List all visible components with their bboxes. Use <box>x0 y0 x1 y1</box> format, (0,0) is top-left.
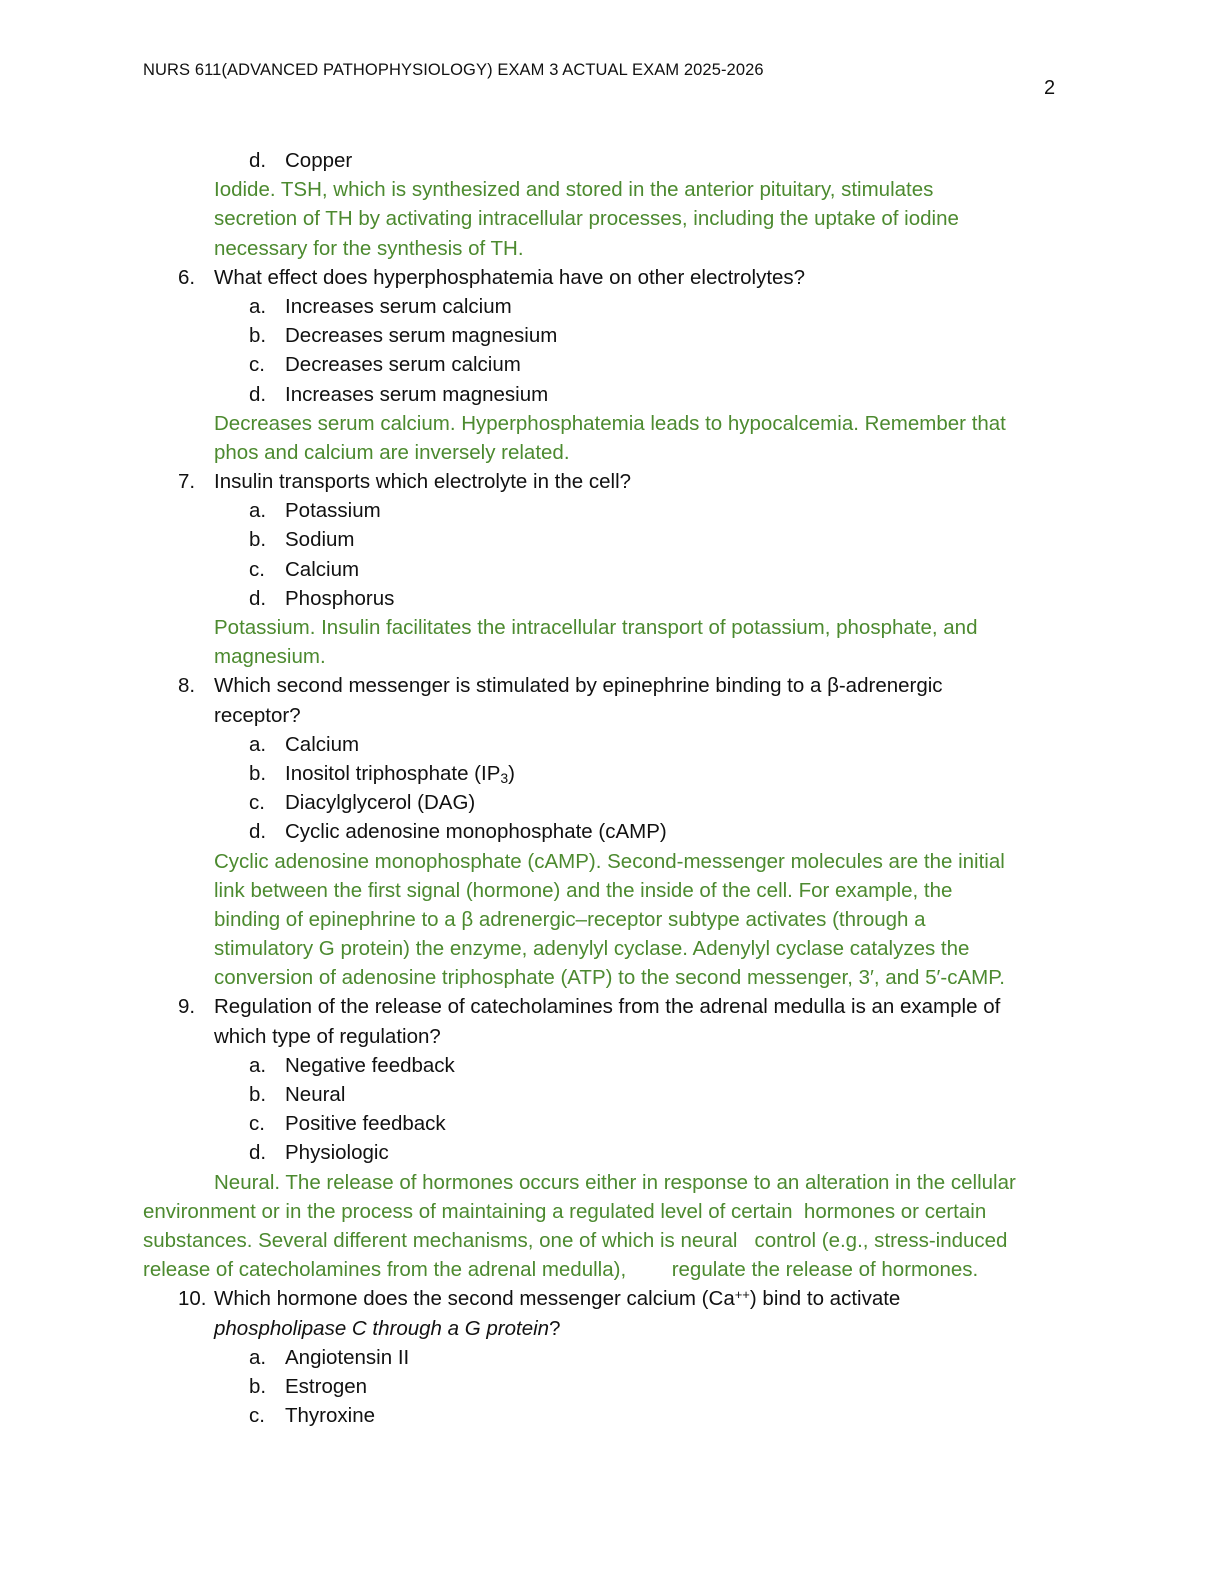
option-letter: a. <box>249 294 267 318</box>
answer-explanation: release of catecholamines from the adrenal medulla), regulate the release of hormones. <box>143 1258 979 1282</box>
question-text: receptor? <box>214 703 301 727</box>
option-letter: b. <box>249 1083 267 1106</box>
option-text: Calcium <box>285 732 360 756</box>
option-letter: b. <box>249 1374 267 1398</box>
option-letter: d. <box>249 586 267 610</box>
option-text: Positive feedback <box>285 1112 446 1136</box>
question-10 <box>0 1284 1224 1313</box>
question-number: 10. <box>178 1287 207 1311</box>
document-body <box>0 146 1224 1430</box>
option-letter: d. <box>249 149 267 172</box>
answer-explanation: Cyclic adenosine monophosphate (cAMP). Second-messenger molecules are the initial <box>214 849 1005 873</box>
option-text: Angiotensin II <box>285 1345 410 1369</box>
answer-explanation: stimulatory G protein) the enzyme, adenylyl cyclase. Adenylyl cyclase catalyzes the <box>214 937 970 961</box>
question-text-part: Which hormone does the second messenger calcium (Ca <box>214 1287 735 1311</box>
answer-explanation: Potassium. Insulin facilitates the intracellular transport of potassium, phosphate, and <box>214 616 978 639</box>
option-text: Diacylglycerol (DAG) <box>285 791 476 815</box>
option-letter: a. <box>249 732 267 756</box>
question-text: which type of regulation? <box>214 1024 441 1048</box>
option-text: Increases serum calcium <box>285 294 512 318</box>
option-text: Estrogen <box>285 1374 368 1398</box>
option-text: Cyclic adenosine monophosphate (cAMP) <box>285 820 667 844</box>
option-letter: b. <box>249 761 267 785</box>
question-8 <box>0 671 1224 700</box>
option-letter: d. <box>249 382 267 406</box>
question-number: 9. <box>178 995 196 1019</box>
option-text: Inositol triphosphate (IP <box>285 761 501 785</box>
option-letter: a. <box>249 1345 267 1369</box>
option-text-with-subscript <box>285 759 515 790</box>
question-text: What effect does hyperphosphatemia have on other electrolytes? <box>214 265 806 289</box>
question-text: Regulation of the release of catecholamines from the adrenal medulla is an example of <box>214 995 1001 1019</box>
answer-explanation: phos and calcium are inversely related. <box>214 440 570 464</box>
option-text: Neural <box>285 1083 346 1106</box>
option-text: Sodium <box>285 528 355 552</box>
answer-explanation: Iodide. TSH, which is synthesized and stored in the anterior pituitary, stimulates <box>214 178 934 202</box>
question-number: 6. <box>178 265 196 289</box>
question-number: 7. <box>178 470 196 494</box>
page-number: 2 <box>1044 77 1056 99</box>
option-text: Physiologic <box>285 1141 389 1165</box>
option-item <box>0 146 1224 175</box>
question-number: 8. <box>178 674 196 698</box>
answer-explanation: secretion of TH by activating intracellular processes, including the uptake of iodine <box>214 207 959 231</box>
option-letter: c. <box>249 1112 265 1136</box>
option-letter: a. <box>249 1053 267 1077</box>
question-text: Insulin transports which electrolyte in the cell? <box>214 470 632 494</box>
question-text-italic: phospholipase C through a G protein <box>214 1316 550 1340</box>
answer-explanation: Neural. The release of hormones occurs either in response to an alteration in the cellular <box>214 1170 1016 1194</box>
option-letter: b. <box>249 528 267 552</box>
option-letter: d. <box>249 820 267 844</box>
question-7 <box>0 467 1224 496</box>
answer-explanation: conversion of adenosine triphosphate (ATP) to the second messenger, 3′, and 5′-cAMP. <box>214 966 1005 990</box>
option-letter: a. <box>249 499 267 523</box>
answer-explanation: link between the first signal (hormone) and the inside of the cell. For example, the <box>214 878 953 902</box>
answer-explanation: environment or in the process of maintaining a regulated level of certain hormones or certain <box>143 1199 987 1223</box>
option-letter: c. <box>249 353 265 377</box>
question-text: Which second messenger is stimulated by epinephrine binding to a β-adrenergic <box>214 674 943 698</box>
option-text: Negative feedback <box>285 1053 455 1077</box>
option-text: Phosphorus <box>285 586 395 610</box>
question-9 <box>0 992 1224 1021</box>
question-text-part: ? <box>549 1316 561 1340</box>
question-text <box>214 1284 900 1315</box>
superscript: ++ <box>734 1287 750 1303</box>
option-text: Calcium <box>285 557 360 581</box>
option-letter: b. <box>249 324 267 348</box>
question-text <box>214 1314 560 1343</box>
option-text: Thyroxine <box>285 1404 376 1428</box>
option-letter: c. <box>249 791 265 815</box>
question-6 <box>0 263 1224 292</box>
option-text: Potassium <box>285 499 381 523</box>
subscript: 3 <box>500 769 509 786</box>
option-text-end: ) <box>508 761 515 785</box>
option-text: Increases serum magnesium <box>285 382 549 406</box>
option-text: Decreases serum calcium <box>285 353 521 377</box>
answer-explanation: binding of epinephrine to a β adrenergic–receptor subtype activates (through a <box>214 907 926 931</box>
option-letter: c. <box>249 557 265 581</box>
option-text: Decreases serum magnesium <box>285 324 558 348</box>
answer-explanation: necessary for the synthesis of TH. <box>214 236 524 260</box>
question-text-part: ) bind to activate <box>749 1287 901 1311</box>
document-header: NURS 611(ADVANCED PATHOPHYSIOLOGY) EXAM 3 ACTUAL EXAM 2025-2026 <box>143 61 764 79</box>
answer-explanation: substances. Several different mechanisms, one of which is neural control (e.g., stress-induced <box>143 1228 1008 1252</box>
option-letter: c. <box>249 1404 265 1428</box>
answer-explanation: Decreases serum calcium. Hyperphosphatemia leads to hypocalcemia. Remember that <box>214 411 1006 435</box>
option-letter: d. <box>249 1141 267 1165</box>
answer-explanation: magnesium. <box>214 645 326 669</box>
option-text: Copper <box>285 149 353 172</box>
